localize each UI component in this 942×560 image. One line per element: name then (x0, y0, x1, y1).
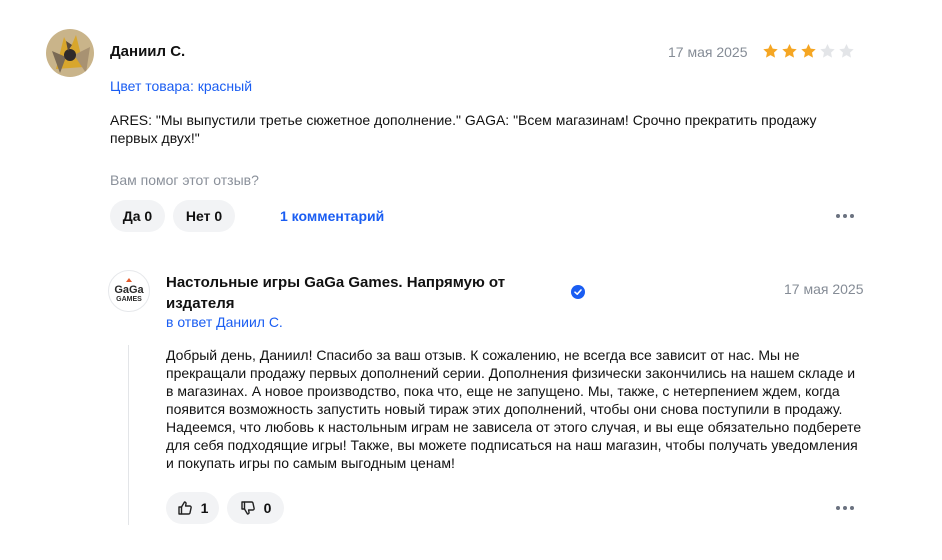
in-reply-to-link[interactable]: в ответ Даниил С. (166, 314, 283, 330)
more-options-icon[interactable] (834, 208, 858, 224)
star-empty-icon (819, 43, 836, 60)
shop-name[interactable]: Настольные игры GaGa Games. Напрямую от издателя (166, 274, 506, 312)
star-filled-icon (762, 43, 779, 60)
helpful-no-button[interactable]: Нет 0 (173, 200, 235, 232)
star-filled-icon (800, 43, 817, 60)
thumbs-down-icon (240, 500, 256, 516)
avatar[interactable] (46, 29, 94, 77)
helpful-yes-button[interactable]: Да 0 (110, 200, 165, 232)
dislike-count: 0 (263, 500, 272, 516)
verified-badge-icon (571, 285, 585, 299)
like-button[interactable] (166, 492, 219, 524)
shop-logo[interactable] (108, 270, 150, 312)
review-date: 17 мая 2025 (668, 44, 748, 60)
product-color[interactable]: Цвет товара: красный (110, 78, 253, 94)
dislike-button[interactable] (227, 492, 284, 524)
rating-stars (762, 43, 855, 60)
comments-link[interactable]: 1 комментарий (280, 208, 385, 224)
reply-thread-line (128, 345, 129, 525)
shop-logo-bottom-text: GAMES (116, 296, 142, 303)
like-count: 1 (200, 500, 209, 516)
reply-date: 17 мая 2025 (784, 281, 864, 297)
helpful-question: Вам помог этот отзыв? (110, 172, 259, 188)
star-filled-icon (781, 43, 798, 60)
reply-more-options-icon[interactable] (834, 500, 858, 516)
thumbs-up-icon (177, 500, 193, 516)
review-text: ARES: "Мы выпустили третье сюжетное дополнение." GAGA: "Всем магазинам! Срочно прекратить продажу первых двух!" (110, 112, 817, 146)
reply-text: Добрый день, Даниил! Спасибо за ваш отзыв. К сожалению, не всегда все зависит от нас. Мы не прекращали продажу первых дополнений серии. Дополнения физически закончились на нашем складе и в магазинах. А новое производство, пока что, еще не запущено. Мы, также, с нетерпением ждем, когда появится возможность запустить новый тираж этих дополнений, чтобы они снова поступили в продажу. Надеемся, что любовь к настольным играм не зависела от этого случая, и вы еще обязательно подберете для себя подходящие игры! Также, вы можете подписаться на наш магазин, чтобы получать уведомления и покупать игры по самым выгодным ценам! (166, 347, 862, 471)
shop-logo-top-text: GaGa (114, 284, 144, 296)
review-author: Даниил С. (110, 43, 186, 60)
star-empty-icon (838, 43, 855, 60)
